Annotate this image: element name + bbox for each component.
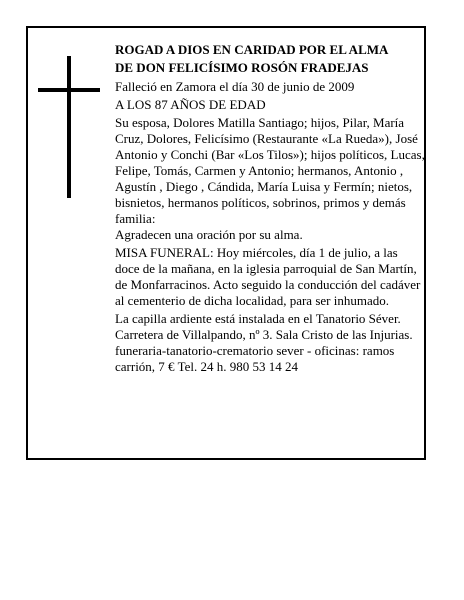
cross-icon: [38, 56, 100, 198]
funeral-home-info: funeraria-tanatorio-crematorio sever - oficinas: ramos carrión, 7 € Tel. 24 h. 980 53 14 24: [115, 343, 395, 374]
cross-horizontal-bar: [38, 88, 100, 92]
headline-line-2: DE DON FELICÍSIMO ROSÓN FRADEJAS: [115, 60, 369, 75]
headline-line-1: ROGAD A DIOS EN CARIDAD POR EL ALMA: [115, 42, 389, 57]
prayer-request: Agradecen una oración por su alma.: [115, 227, 303, 242]
obituary-notice: [26, 26, 426, 460]
funeral-mass: MISA FUNERAL: Hoy miércoles, día 1 de julio, a las doce de la mañana, en la iglesia parroquial de San Martín, de Monfarracinos. Acto seguido la conducción del cadáver al cementerio de dicha localidad, para ser inhumado.: [115, 245, 421, 308]
family-list: Su esposa, Dolores Matilla Santiago; hijos, Pilar, María Cruz, Dolores, Felicísimo (Restaurante «La Rueda»), José Antonio y Conchi (Bar «Los Tilos»); hijos políticos, Lucas, Felipe, Tomás, Carmen y Antonio; hermanos, Antonio , Agustín , Diego , Cándida, María Luisa y Fermín; nietos, bisnietos, hermanos políticos, sobrinos, primos y demás familia:: [115, 115, 425, 226]
age-line: A LOS 87 AÑOS DE EDAD: [115, 97, 266, 112]
death-info: Falleció en Zamora el día 30 de junio de 2009: [115, 79, 355, 94]
chapel-info: La capilla ardiente está instalada en el Tanatorio Séver. Carretera de Villalpando, nº 3. Sala Cristo de las Injurias.: [115, 311, 413, 342]
notice-body: [115, 41, 425, 375]
cross-vertical-bar: [67, 56, 71, 198]
